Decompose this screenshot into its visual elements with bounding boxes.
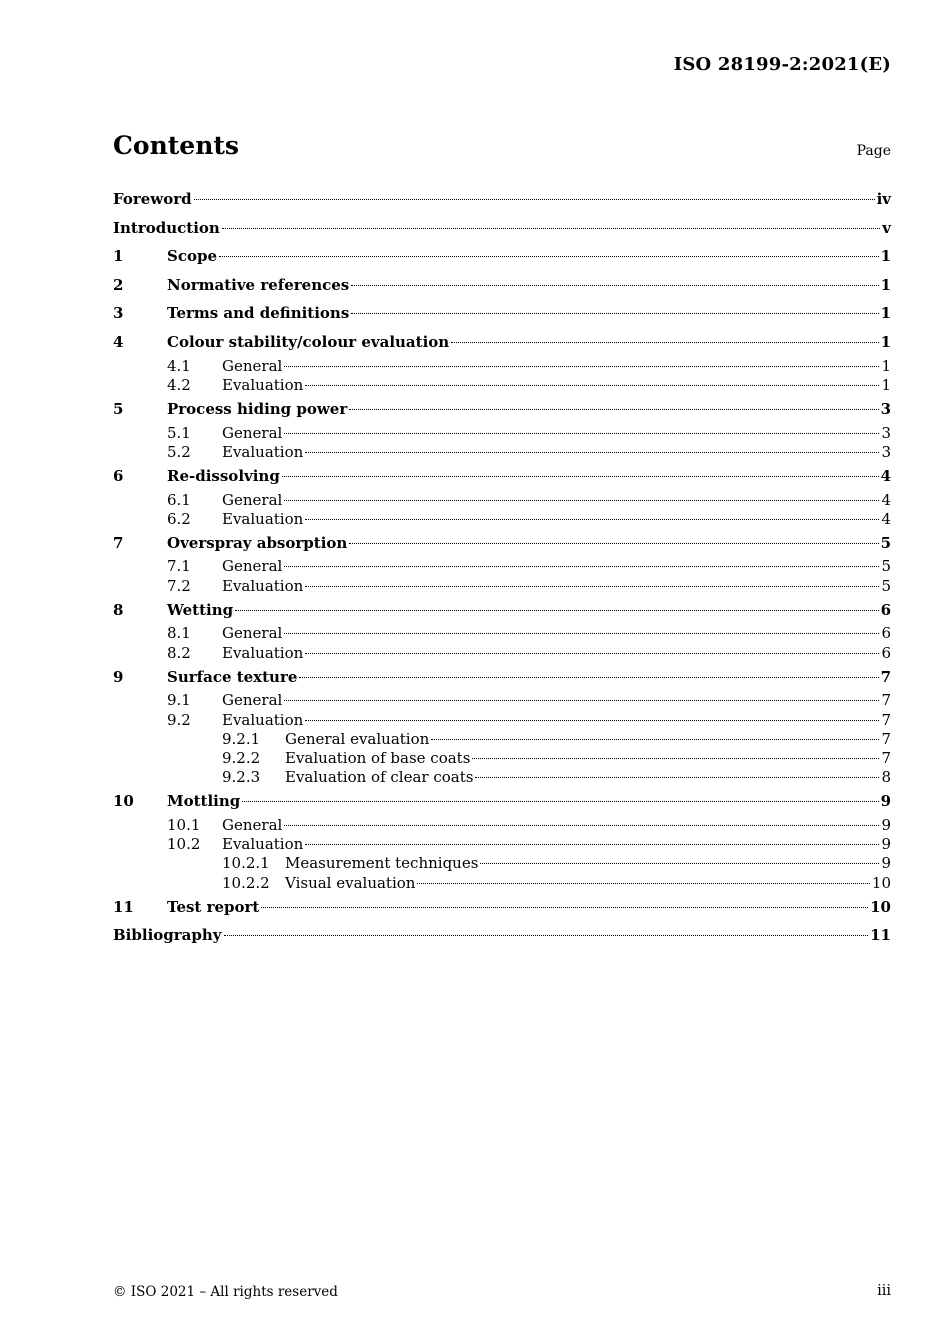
toc-entry[interactable] [113, 730, 891, 749]
toc-entry-title: Terms and definitions [167, 304, 350, 323]
toc-entry[interactable] [113, 510, 891, 529]
toc-entry-number: 9.1 [167, 691, 191, 710]
toc-entry-title: Foreword [113, 190, 192, 208]
toc-entry-number: 10 [113, 792, 134, 811]
toc-entry-page: 5 [881, 576, 891, 595]
toc-entry[interactable] [113, 395, 891, 424]
toc-entry-number: 4.2 [167, 375, 191, 394]
toc-entry-number: 10.2 [167, 835, 201, 854]
toc-entry-number: 8 [113, 600, 124, 619]
toc-entry-title: Evaluation [222, 375, 304, 394]
toc-entry-page: iv [876, 190, 891, 208]
toc-entry-page: 7 [880, 667, 891, 686]
toc-entry[interactable] [113, 663, 891, 692]
toc-entry-title: Wetting [167, 600, 234, 619]
toc-entry-page: 9 [881, 854, 891, 873]
toc-entry-title: General [222, 557, 283, 576]
toc-entry-page: 9 [880, 792, 891, 811]
toc-entry-number: 9.2.1 [222, 729, 261, 748]
toc-entry-number: 5.2 [167, 442, 191, 461]
toc-entry-number: 4 [113, 332, 124, 351]
toc-entry-number: 11 [113, 897, 134, 916]
dot-leader [284, 500, 879, 501]
toc-entry-title: Evaluation [222, 835, 304, 854]
dot-leader [349, 543, 878, 544]
toc-entry-number: 6.1 [167, 490, 191, 509]
toc-entry[interactable] [113, 816, 891, 835]
dot-leader [299, 677, 878, 678]
dot-leader [472, 758, 879, 759]
toc-entry-page: 6 [881, 643, 891, 662]
toc-entry[interactable] [113, 185, 891, 214]
toc-entry[interactable] [113, 491, 891, 510]
toc-entry-page: 4 [881, 509, 891, 528]
document-id: ISO 28199-2:2021(E) [673, 54, 891, 75]
toc-entry[interactable] [113, 874, 891, 893]
toc-entry[interactable] [113, 768, 891, 787]
toc-entry-page: 1 [881, 356, 891, 375]
toc-entry[interactable] [113, 328, 891, 357]
toc-entry-page: 11 [870, 926, 891, 945]
toc-entry-page: 1 [880, 332, 891, 351]
toc-entry-page: 9 [881, 815, 891, 834]
toc-entry-page: 4 [881, 490, 891, 509]
toc-entry-page: v [882, 218, 891, 237]
dot-leader [242, 801, 878, 802]
toc-entry-title: Scope [167, 247, 218, 266]
toc-entry-page: 3 [881, 442, 891, 461]
toc-entry[interactable] [113, 749, 891, 768]
toc-entry-page: 1 [880, 247, 891, 266]
toc-entry-title: Evaluation [222, 509, 304, 528]
toc-entry-title: General [222, 490, 283, 509]
dot-leader [305, 586, 879, 587]
toc-entry-page: 7 [881, 748, 891, 767]
dot-leader [282, 476, 879, 477]
dot-leader [284, 633, 879, 634]
toc-entry[interactable] [113, 557, 891, 576]
toc-entry-title: General [222, 624, 283, 643]
toc-entry-number: 9 [113, 667, 124, 686]
toc-entry-number: 3 [113, 304, 124, 323]
dot-leader [475, 777, 879, 778]
toc-entry-page: 10 [871, 873, 891, 892]
table-of-contents [113, 185, 891, 950]
toc-entry-number: 5 [113, 399, 124, 418]
toc-entry-number: 8.1 [167, 624, 191, 643]
toc-entry[interactable] [113, 299, 891, 328]
dot-leader [222, 228, 880, 229]
toc-entry-number: 10.2.2 [222, 873, 270, 892]
dot-leader [351, 313, 878, 314]
toc-entry[interactable] [113, 577, 891, 596]
toc-entry-title: Re-dissolving [167, 466, 280, 485]
toc-entry[interactable] [113, 644, 891, 663]
toc-entry-page: 6 [880, 600, 891, 619]
dot-leader [224, 935, 869, 936]
dot-leader [305, 844, 879, 845]
toc-entry-page: 7 [881, 729, 891, 748]
dot-leader [284, 433, 879, 434]
toc-entry[interactable] [113, 691, 891, 710]
toc-entry-page: 5 [881, 557, 891, 576]
dot-leader [261, 907, 868, 908]
page-column-label: Page [856, 143, 891, 159]
toc-entry-title: Bibliography [113, 926, 222, 945]
toc-entry-title: Surface texture [167, 667, 298, 686]
toc-entry-page: 1 [880, 275, 891, 294]
toc-entry[interactable] [113, 787, 891, 816]
toc-entry-page: 4 [880, 466, 891, 485]
toc-entry[interactable] [113, 376, 891, 395]
dot-leader [305, 519, 879, 520]
dot-leader [219, 256, 879, 257]
toc-entry-title: General [222, 423, 283, 442]
toc-entry-number: 10.1 [167, 815, 201, 834]
toc-entry-number: 9.2.2 [222, 748, 261, 767]
dot-leader [235, 610, 878, 611]
toc-entry-page: 7 [881, 691, 891, 710]
toc-entry-page: 7 [881, 710, 891, 729]
page-title: Contents [113, 131, 240, 160]
toc-entry-title: Evaluation of base coats [285, 748, 471, 767]
toc-entry[interactable] [113, 596, 891, 625]
toc-entry-number: 7 [113, 533, 124, 552]
dot-leader [305, 653, 879, 654]
toc-entry[interactable] [113, 711, 891, 730]
toc-entry[interactable] [113, 835, 891, 854]
toc-entry-title: General [222, 356, 283, 375]
toc-entry[interactable] [113, 462, 891, 491]
toc-entry-title: Process hiding power [167, 399, 348, 418]
toc-entry-number: 9.2 [167, 710, 191, 729]
toc-entry-title: Measurement techniques [285, 854, 479, 873]
toc-entry-page: 5 [880, 533, 891, 552]
toc-entry[interactable] [113, 357, 891, 376]
toc-entry-page: 3 [880, 399, 891, 418]
toc-entry-title: Evaluation [222, 442, 304, 461]
toc-entry-title: General [222, 691, 283, 710]
toc-entry-number: 8.2 [167, 643, 191, 662]
dot-leader [305, 452, 879, 453]
toc-entry-title: Evaluation [222, 710, 304, 729]
toc-entry-number: 7.2 [167, 576, 191, 595]
toc-entry-page: 1 [881, 375, 891, 394]
dot-leader [284, 700, 879, 701]
toc-entry-page: 9 [881, 835, 891, 854]
toc-entry[interactable] [113, 242, 891, 271]
dot-leader [417, 883, 869, 884]
dot-leader [305, 720, 879, 721]
toc-entry-page: 3 [881, 423, 891, 442]
dot-leader [451, 342, 878, 343]
toc-entry[interactable] [113, 921, 891, 950]
toc-entry-title: Evaluation of clear coats [285, 768, 474, 787]
toc-entry-number: 2 [113, 275, 124, 294]
dot-leader [284, 366, 879, 367]
toc-entry-number: 6.2 [167, 509, 191, 528]
toc-entry-number: 6 [113, 466, 124, 485]
toc-entry[interactable] [113, 214, 891, 243]
dot-leader [305, 385, 879, 386]
toc-entry-title: Normative references [167, 275, 350, 294]
toc-entry-number: 7.1 [167, 557, 191, 576]
dot-leader [351, 285, 878, 286]
toc-entry-number: 10.2.1 [222, 854, 270, 873]
copyright-notice: © ISO 2021 – All rights reserved [113, 1284, 338, 1300]
toc-entry[interactable] [113, 854, 891, 873]
toc-entry-title: Overspray absorption [167, 533, 348, 552]
toc-entry[interactable] [113, 529, 891, 558]
toc-entry-page: 6 [881, 624, 891, 643]
dot-leader [431, 739, 879, 740]
toc-entry-title: Visual evaluation [285, 873, 416, 892]
toc-entry-page: 1 [880, 304, 891, 323]
dot-leader [284, 566, 879, 567]
toc-entry-title: Test report [167, 897, 260, 916]
dot-leader [480, 863, 879, 864]
toc-entry-number: 9.2.3 [222, 768, 261, 787]
toc-entry[interactable] [113, 624, 891, 643]
dot-leader [194, 199, 875, 200]
toc-entry-title: Introduction [113, 218, 220, 237]
toc-entry-number: 5.1 [167, 423, 191, 442]
toc-entry-title: General evaluation [285, 729, 430, 748]
toc-entry-title: General [222, 815, 283, 834]
toc-entry[interactable] [113, 271, 891, 300]
toc-entry[interactable] [113, 443, 891, 462]
toc-entry-page: 10 [870, 897, 891, 916]
toc-entry-title: Mottling [167, 792, 241, 811]
toc-entry-page: 8 [881, 768, 891, 787]
dot-leader [284, 825, 879, 826]
page-number: iii [877, 1283, 891, 1299]
toc-entry-title: Evaluation [222, 643, 304, 662]
toc-entry-title: Colour stability/colour evaluation [167, 332, 450, 351]
toc-entry[interactable] [113, 424, 891, 443]
toc-entry-number: 4.1 [167, 356, 191, 375]
toc-entry-number: 1 [113, 247, 124, 266]
dot-leader [349, 409, 878, 410]
toc-entry-title: Evaluation [222, 576, 304, 595]
toc-entry[interactable] [113, 893, 891, 922]
